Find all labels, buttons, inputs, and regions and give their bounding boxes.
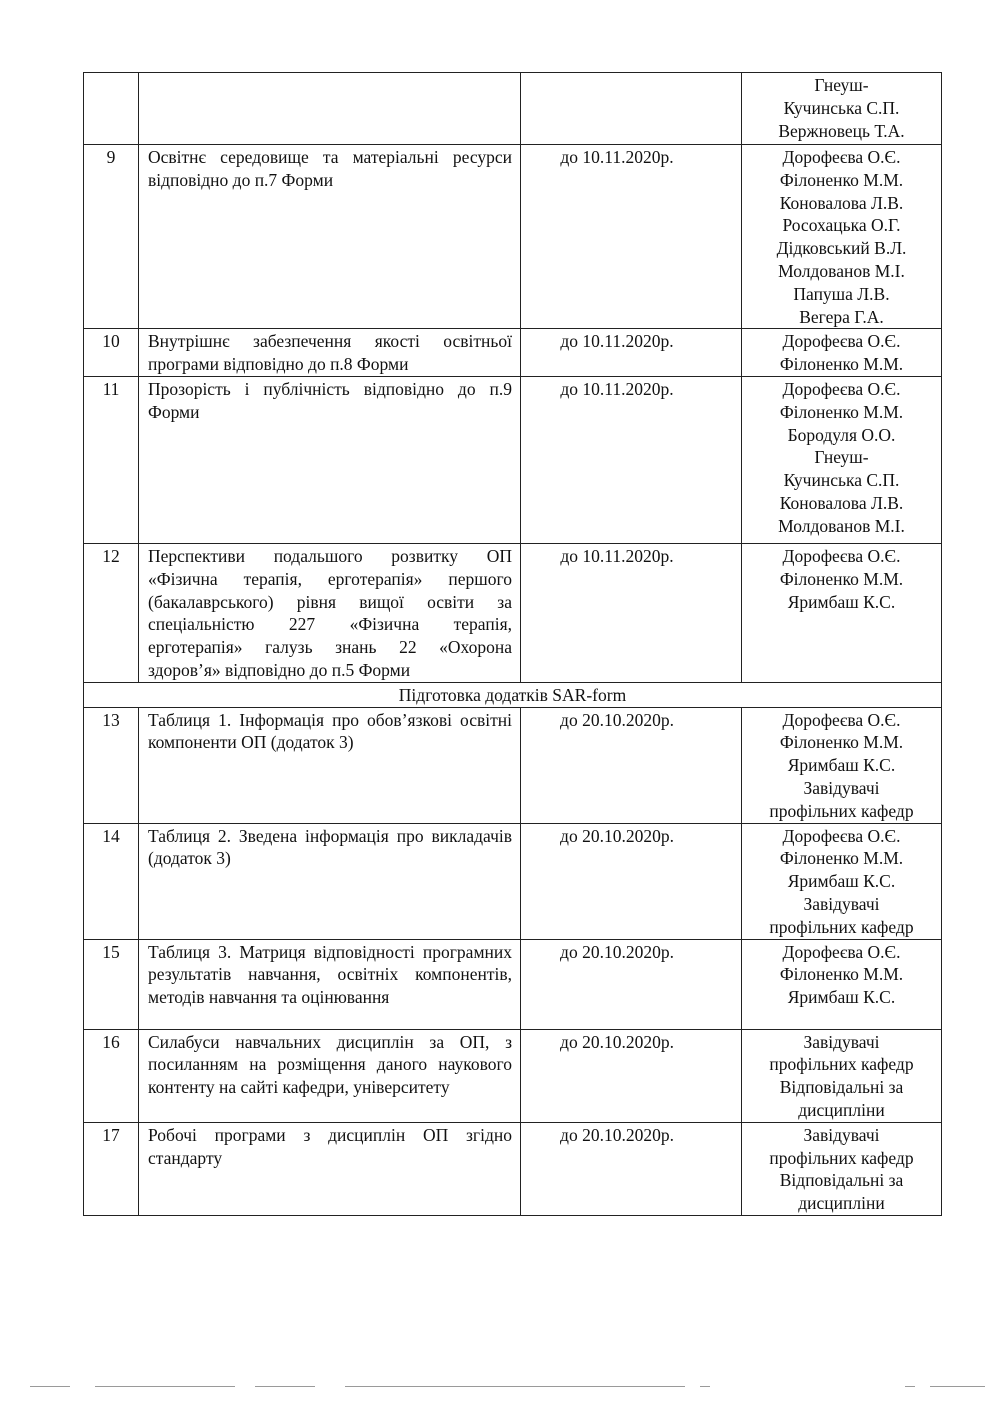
responsible-persons <box>742 707 942 823</box>
deadline: до 10.11.2020р. <box>521 543 742 682</box>
responsible-person: Дорофеєва О.Є. <box>782 545 901 566</box>
responsible-persons <box>742 1029 942 1122</box>
responsible-person: дисципліни <box>798 1099 885 1120</box>
task-description: Внутрішнє забезпечення якості освітньої програми відповідно до п.8 Форми <box>139 329 521 377</box>
row-number: 12 <box>84 543 139 682</box>
row-number: 16 <box>84 1029 139 1122</box>
plan-table-body <box>84 73 942 1216</box>
responsible-person: Відповідальні за <box>779 1170 904 1191</box>
row-number: 9 <box>84 145 139 329</box>
scan-line-segment <box>345 1386 685 1387</box>
responsible-persons <box>742 823 942 939</box>
responsible-persons <box>742 1122 942 1215</box>
table-row <box>84 939 942 1029</box>
deadline: до 20.10.2020р. <box>521 1029 742 1122</box>
table-row <box>84 543 942 682</box>
task-description: Робочі програми з дисциплін ОП згідно стандарту <box>139 1122 521 1215</box>
row-number: 15 <box>84 939 139 1029</box>
row-number: 13 <box>84 707 139 823</box>
task-description: Таблиця 3. Матриця відповідності програмних результатів навчання, освітніх компонентів, методів навчання та оцінювання <box>139 939 521 1029</box>
row-number: 17 <box>84 1122 139 1215</box>
scan-line-segment <box>30 1386 70 1387</box>
table-row <box>84 376 942 543</box>
responsible-person: Філоненко М.М. <box>779 964 904 985</box>
responsible-person: Яримбаш К.С. <box>787 871 896 892</box>
scan-line-segment <box>255 1386 315 1387</box>
row-number: 11 <box>84 376 139 543</box>
table-row <box>84 1122 942 1215</box>
responsible-person: профільних кафедр <box>769 1147 914 1168</box>
responsible-person: Дорофеєва О.Є. <box>782 331 901 352</box>
table-row <box>84 823 942 939</box>
responsible-persons <box>742 939 942 1029</box>
section-header-row <box>84 682 942 707</box>
responsible-person: Вегера Г.А. <box>799 306 884 327</box>
responsible-person: Молдованов М.І. <box>778 515 905 536</box>
responsible-person: Філоненко М.М. <box>779 568 904 589</box>
table-row <box>84 145 942 329</box>
scan-line-segment <box>95 1386 235 1387</box>
deadline: до 20.10.2020р. <box>521 707 742 823</box>
responsible-persons <box>742 73 942 145</box>
deadline: до 20.10.2020р. <box>521 939 742 1029</box>
task-description: Освітнє середовище та матеріальні ресурси відповідно до п.7 Форми <box>139 145 521 329</box>
table-row <box>84 329 942 377</box>
responsible-person: Завідувачі <box>803 1124 880 1145</box>
responsible-person: профільних кафедр <box>769 800 914 821</box>
responsible-person: Філоненко М.М. <box>779 169 904 190</box>
responsible-person: Дорофеєва О.Є. <box>782 709 901 730</box>
task-description: Силабуси навчальних дисциплін за ОП, з посиланням на розміщення даного наукового контенту на сайті кафедри, університету <box>139 1029 521 1122</box>
table-row <box>84 1029 942 1122</box>
responsible-person: Філоненко М.М. <box>779 732 904 753</box>
responsible-person: профільних кафедр <box>769 916 914 937</box>
deadline: до 20.10.2020р. <box>521 1122 742 1215</box>
section-title: Підготовка додатків SAR-form <box>84 682 942 707</box>
responsible-person: Дідковський В.Л. <box>776 238 907 259</box>
task-description <box>139 73 521 145</box>
responsible-person: Завідувачі <box>803 893 880 914</box>
task-description: Перспективи подальшого розвитку ОП «Фізична терапія, ерготерапія» першого (бакалаврського) рівня вищої освіти за спеціальністю 227 «Фізична терапія, ерготерапія» галузь знань 22 «Охорона здоров’я» відповідно до п.5 Форми <box>139 543 521 682</box>
responsible-person: Кучинська С.П. <box>783 470 900 491</box>
responsible-person: Кучинська С.П. <box>783 97 900 118</box>
plan-table <box>83 72 942 1216</box>
row-number: 10 <box>84 329 139 377</box>
table-row <box>84 707 942 823</box>
responsible-person: Філоненко М.М. <box>779 401 904 422</box>
document-page <box>83 72 941 1216</box>
responsible-persons <box>742 329 942 377</box>
responsible-person: Дорофеєва О.Є. <box>782 147 901 167</box>
deadline <box>521 73 742 145</box>
scan-line-segment <box>700 1386 710 1387</box>
row-number <box>84 73 139 145</box>
responsible-person: Росохацька О.Г. <box>782 215 901 236</box>
deadline: до 10.11.2020р. <box>521 376 742 543</box>
responsible-person: профільних кафедр <box>769 1054 914 1075</box>
responsible-person: Молдованов М.І. <box>778 260 905 281</box>
responsible-person: Бородуля О.О. <box>787 424 896 445</box>
scan-edge-artifact <box>0 1386 993 1389</box>
responsible-person: Відповідальні за <box>779 1077 904 1098</box>
responsible-person: Вержновець Т.А. <box>778 120 905 141</box>
responsible-person: Дорофеєва О.Є. <box>782 825 901 846</box>
responsible-person: Гнеуш- <box>814 447 869 468</box>
deadline: до 20.10.2020р. <box>521 823 742 939</box>
responsible-person: Філоненко М.М. <box>779 354 904 375</box>
responsible-person: Дорофеєва О.Є. <box>782 941 901 962</box>
responsible-person: Яримбаш К.С. <box>787 755 896 776</box>
responsible-persons <box>742 543 942 682</box>
responsible-person: Філоненко М.М. <box>779 848 904 869</box>
responsible-person: Коновалова Л.В. <box>779 492 904 513</box>
task-description: Таблиця 1. Інформація про обов’язкові освітні компоненти ОП (додаток 3) <box>139 707 521 823</box>
table-row <box>84 73 942 145</box>
responsible-person: Папуша Л.В. <box>793 283 890 304</box>
task-description: Таблиця 2. Зведена інформація про викладачів (додаток 3) <box>139 823 521 939</box>
responsible-person: дисципліни <box>798 1193 885 1214</box>
responsible-persons <box>742 376 942 543</box>
row-number: 14 <box>84 823 139 939</box>
responsible-person: Яримбаш К.С. <box>787 591 896 612</box>
responsible-person: Коновалова Л.В. <box>779 192 904 213</box>
responsible-person: Завідувачі <box>803 1031 880 1052</box>
responsible-person: Завідувачі <box>803 777 880 798</box>
responsible-person: Яримбаш К.С. <box>787 987 896 1008</box>
scan-line-segment <box>905 1386 915 1387</box>
deadline: до 10.11.2020р. <box>521 145 742 329</box>
responsible-person: Дорофеєва О.Є. <box>782 378 901 399</box>
task-description: Прозорість і публічність відповідно до п.9 Форми <box>139 376 521 543</box>
responsible-persons <box>742 145 942 329</box>
deadline: до 10.11.2020р. <box>521 329 742 377</box>
scan-line-segment <box>930 1386 985 1387</box>
responsible-person: Гнеуш- <box>814 75 869 95</box>
